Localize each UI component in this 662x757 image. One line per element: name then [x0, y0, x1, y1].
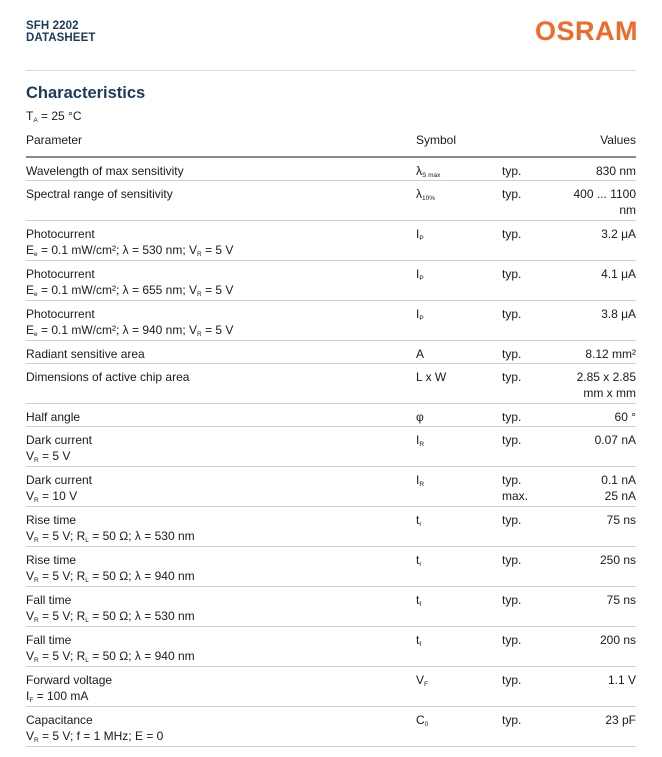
type-cell: typ.	[502, 347, 522, 361]
type-cell: typ.	[502, 187, 522, 201]
symbol-cell: $t_f$	[416, 593, 422, 608]
parameter-cell: Rise time $V_R = 5$ V; $R_L = 50$ Ω; λ = 530 nm	[26, 513, 195, 544]
value-cell: 75 ns	[606, 513, 636, 527]
test-condition: $T_A = 25$ °C	[26, 109, 82, 124]
value-cell: 23 pF	[605, 713, 636, 727]
table-row	[26, 261, 636, 301]
symbol-cell: $I_P$	[416, 307, 424, 322]
symbol-cell: A	[416, 347, 425, 361]
value-cell: 3.2 μA	[601, 227, 636, 241]
type-cell: typ.	[502, 593, 522, 607]
type-cell: typ.	[502, 307, 522, 321]
table-row	[26, 467, 636, 507]
symbol-cell: $\lambda_{10\%}$	[416, 187, 436, 202]
parameter-cell: Dimensions of active chip area	[26, 370, 190, 384]
table-row	[26, 158, 636, 181]
parameter-cell: Photocurrent $E_e = 0.1$ mW/cm²; λ = 940 nm; $V_R = 5$ V	[26, 307, 234, 338]
type-cell: typ.	[502, 164, 522, 178]
value-cell: 4.1 μA	[601, 267, 636, 281]
type-cell: typ.	[502, 553, 522, 567]
value-cell: 830 nm	[595, 164, 636, 178]
value-cell: 400 ... 1100 nm	[573, 187, 636, 217]
parameter-cell: Capacitance $V_R = 5$ V; f = 1 MHz; E = 0	[26, 713, 164, 744]
type-cell: typ.	[502, 713, 522, 727]
symbol-cell: $I_P$	[416, 227, 424, 242]
type-cell: typ.	[502, 370, 522, 384]
type-cell: typ.	[502, 267, 522, 281]
symbol-cell: φ	[416, 410, 424, 424]
parameter-cell: Forward voltage $I_F = 100$ mA	[26, 673, 113, 704]
table-row	[26, 404, 636, 427]
parameter-cell: Half angle	[26, 410, 81, 424]
document-type: DATASHEET	[26, 32, 96, 44]
column-header-values: Values	[600, 133, 636, 147]
value-cell: 0.07 nA	[594, 433, 636, 447]
value-cell: 200 ns	[599, 633, 636, 647]
type-cell: typ.	[502, 513, 522, 527]
symbol-cell: $C_0$	[416, 713, 429, 728]
symbol-cell: $\lambda_{S max}$	[416, 164, 441, 179]
table-row	[26, 587, 636, 627]
table-row	[26, 627, 636, 667]
table-row	[26, 707, 636, 747]
parameter-cell: Dark current $V_R = 10$ V	[26, 473, 93, 504]
parameter-cell: Photocurrent $E_e = 0.1$ mW/cm²; λ = 655 nm; $V_R = 5$ V	[26, 267, 234, 298]
characteristics-table	[26, 130, 636, 747]
value-cell: 1.1 V	[607, 673, 636, 687]
symbol-cell: $I_R$	[416, 433, 425, 448]
document-header	[26, 20, 95, 44]
table-row	[26, 427, 636, 467]
type-cell: typ. max.	[502, 473, 529, 503]
symbol-cell: $t_r$	[416, 553, 422, 568]
column-header-symbol: Symbol	[416, 133, 457, 147]
symbol-cell: L x W	[416, 370, 447, 384]
value-cell: 250 ns	[599, 553, 636, 567]
table-row	[26, 547, 636, 587]
column-header-parameter: Parameter	[26, 133, 83, 147]
value-cell: 8.12 mm²	[585, 347, 636, 361]
value-cell: 60 °	[614, 410, 636, 424]
value-cell: 2.85 x 2.85 mm x mm	[576, 370, 636, 400]
value-cell: 0.1 nA 25 nA	[601, 473, 636, 503]
symbol-cell: $t_r$	[416, 513, 422, 528]
type-cell: typ.	[502, 227, 522, 241]
table-row	[26, 181, 636, 221]
type-cell: typ.	[502, 433, 522, 447]
parameter-cell: Fall time $V_R = 5$ V; $R_L = 50$ Ω; λ = 940 nm	[26, 633, 195, 664]
parameter-cell: Fall time $V_R = 5$ V; $R_L = 50$ Ω; λ = 530 nm	[26, 593, 195, 624]
table-row	[26, 364, 636, 404]
brand-logo: OSRAM	[535, 16, 638, 46]
symbol-cell: $I_R$	[416, 473, 425, 488]
parameter-cell: Rise time $V_R = 5$ V; $R_L = 50$ Ω; λ = 940 nm	[26, 553, 195, 584]
table-row	[26, 341, 636, 364]
symbol-cell: $I_P$	[416, 267, 424, 282]
table-row	[26, 221, 636, 261]
value-cell: 3.8 μA	[601, 307, 636, 321]
section-title: Characteristics	[26, 84, 146, 102]
table-row	[26, 507, 636, 547]
table-row	[26, 301, 636, 341]
parameter-cell: Spectral range of sensitivity	[26, 187, 173, 201]
symbol-cell: $t_f$	[416, 633, 422, 648]
symbol-cell: $V_F$	[416, 673, 428, 688]
product-name: SFH 2202	[26, 20, 79, 32]
parameter-cell: Wavelength of max sensitivity	[26, 164, 184, 178]
type-cell: typ.	[502, 633, 522, 647]
header-divider	[26, 70, 636, 71]
parameter-cell: Dark current $V_R = 5$ V	[26, 433, 93, 464]
table-row	[26, 667, 636, 707]
parameter-cell: Photocurrent $E_e = 0.1$ mW/cm²; λ = 530 nm; $V_R = 5$ V	[26, 227, 234, 258]
type-cell: typ.	[502, 673, 522, 687]
type-cell: typ.	[502, 410, 522, 424]
parameter-cell: Radiant sensitive area	[26, 347, 145, 361]
table-header	[26, 130, 636, 158]
value-cell: 75 ns	[606, 593, 636, 607]
